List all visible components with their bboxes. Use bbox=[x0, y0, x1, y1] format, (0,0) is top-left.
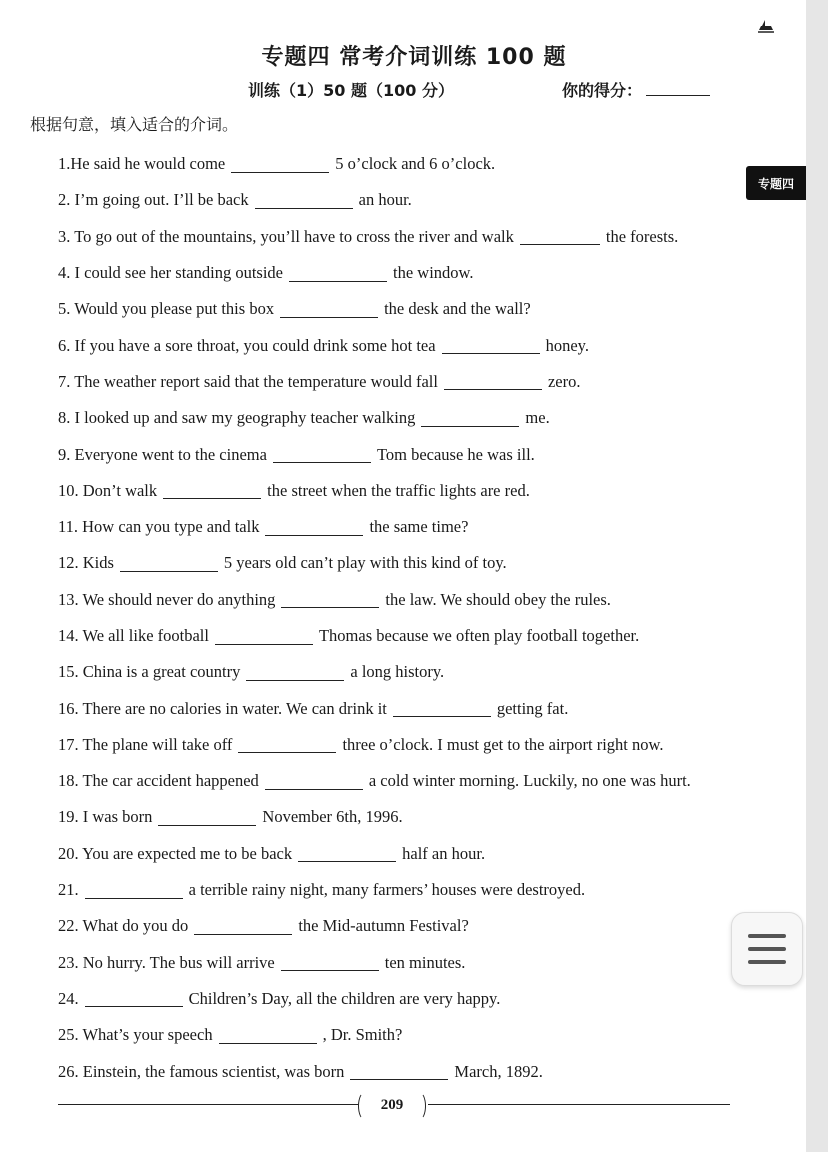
page-bracket-right bbox=[413, 1092, 426, 1120]
instruction-text: 根据句意，填入适合的介词。 bbox=[30, 115, 239, 134]
answer-blank[interactable] bbox=[158, 809, 256, 826]
answer-blank[interactable] bbox=[442, 337, 540, 354]
answer-blank[interactable] bbox=[265, 519, 363, 536]
question-text-after: , Dr. Smith? bbox=[322, 1025, 403, 1045]
question-text-after: the street when the traffic lights are red. bbox=[267, 480, 530, 500]
question-text-before: 15. China is a great country bbox=[58, 662, 241, 682]
exercise-subtitle: 训练（1）50 题（100 分） bbox=[248, 81, 454, 100]
menu-icon-bar bbox=[748, 947, 786, 951]
question-text-before: 22. What do you do bbox=[58, 916, 189, 936]
question-list bbox=[58, 146, 748, 1090]
question-item bbox=[58, 509, 748, 545]
question-text-after: half an hour. bbox=[402, 843, 486, 863]
score-label: 你的得分： bbox=[562, 81, 643, 100]
question-text-before: 4. I could see her standing outside bbox=[58, 263, 283, 283]
question-item bbox=[58, 182, 748, 218]
answer-blank[interactable] bbox=[273, 446, 371, 463]
question-text-before: 10. Don’t walk bbox=[58, 480, 158, 500]
question-text-after: a long history. bbox=[350, 662, 445, 682]
question-item bbox=[58, 582, 748, 618]
question-text-after: ten minutes. bbox=[384, 952, 466, 972]
question-text-before: 1.He said he would come bbox=[58, 154, 226, 174]
question-text-after: three o’clock. I must get to the airport right now. bbox=[342, 734, 664, 754]
question-text-after: the forests. bbox=[605, 226, 679, 246]
question-text-before: 18. The car accident happened bbox=[58, 771, 259, 791]
answer-blank[interactable] bbox=[238, 736, 336, 753]
question-text-after: Tom because he was ill. bbox=[376, 444, 535, 464]
question-item bbox=[58, 908, 748, 944]
question-item bbox=[58, 146, 748, 182]
question-item bbox=[58, 836, 748, 872]
question-text-before: 26. Einstein, the famous scientist, was born bbox=[58, 1061, 345, 1081]
answer-blank[interactable] bbox=[350, 1063, 448, 1080]
question-text-after: Thomas because we often play football together. bbox=[318, 626, 640, 645]
question-item bbox=[58, 219, 748, 255]
question-text-after: the window. bbox=[393, 263, 474, 283]
question-item bbox=[58, 763, 748, 799]
question-text-after: the desk and the wall? bbox=[384, 299, 531, 319]
corner-mark-icon bbox=[756, 16, 776, 34]
page-bracket-left bbox=[358, 1092, 371, 1120]
answer-blank[interactable] bbox=[393, 700, 491, 717]
question-text-after: 5 o’clock and 6 o’clock. bbox=[335, 154, 496, 174]
question-text-after: March, 1892. bbox=[454, 1061, 543, 1081]
question-text-before: 13. We should never do anything bbox=[58, 589, 276, 609]
question-text-before: 16. There are no calories in water. We can drink it bbox=[58, 698, 387, 718]
menu-icon-bar bbox=[748, 960, 786, 964]
question-text-after: the Mid-autumn Festival? bbox=[298, 916, 469, 936]
answer-blank[interactable] bbox=[280, 301, 378, 318]
question-text-after: getting fat. bbox=[496, 698, 569, 718]
side-tab: 专题四 bbox=[746, 166, 806, 200]
answer-blank[interactable] bbox=[120, 555, 218, 572]
question-text-before: 2. I’m going out. I’ll be back bbox=[58, 190, 249, 210]
footer-rule-left bbox=[58, 1104, 358, 1105]
answer-blank[interactable] bbox=[281, 954, 379, 971]
question-item bbox=[58, 1053, 748, 1089]
page-title: 专题四 常考介词训练 100 题 bbox=[261, 45, 567, 70]
question-item bbox=[58, 436, 748, 472]
question-text-before: 6. If you have a sore throat, you could drink some hot tea bbox=[58, 335, 436, 355]
question-item bbox=[58, 727, 748, 763]
question-text-before: 11. How can you type and talk bbox=[58, 517, 260, 537]
answer-blank[interactable] bbox=[246, 664, 344, 681]
answer-blank[interactable] bbox=[298, 845, 396, 862]
answer-blank[interactable] bbox=[219, 1027, 317, 1044]
question-text-after: the same time? bbox=[369, 517, 469, 537]
question-item bbox=[58, 799, 748, 835]
question-item bbox=[58, 654, 748, 690]
footer-rule-right bbox=[428, 1104, 730, 1105]
question-text-before: 3. To go out of the mountains, you’ll have to cross the river and walk bbox=[58, 226, 514, 246]
question-item bbox=[58, 981, 748, 1017]
question-text-before: 17. The plane will take off bbox=[58, 734, 233, 754]
question-text-before: 8. I looked up and saw my geography teacher walking bbox=[58, 408, 416, 428]
question-text-after: the law. We should obey the rules. bbox=[385, 589, 611, 609]
page-number bbox=[356, 1090, 428, 1120]
question-item bbox=[58, 364, 748, 400]
answer-blank[interactable] bbox=[215, 628, 313, 645]
page-edge bbox=[806, 0, 828, 1152]
question-item bbox=[58, 400, 748, 436]
question-text-before: 9. Everyone went to the cinema bbox=[58, 444, 267, 464]
question-text-before: 14. We all like football bbox=[58, 626, 209, 645]
question-text-after: me. bbox=[525, 408, 550, 428]
question-item bbox=[58, 545, 748, 581]
question-item bbox=[58, 945, 748, 981]
question-text-after: Children’s Day, all the children are very happy. bbox=[188, 988, 501, 1008]
question-text-before: 19. I was born bbox=[58, 807, 153, 827]
answer-blank[interactable] bbox=[265, 773, 363, 790]
question-text-after: 5 years old can’t play with this kind of toy. bbox=[223, 553, 507, 573]
question-text-after: an hour. bbox=[358, 190, 412, 210]
answer-blank[interactable] bbox=[444, 373, 542, 390]
menu-button[interactable] bbox=[731, 912, 803, 986]
answer-blank[interactable] bbox=[289, 265, 387, 282]
question-text-after: a terrible rainy night, many farmers’ houses were destroyed. bbox=[188, 880, 586, 900]
question-text-before: 20. You are expected me to be back bbox=[58, 843, 293, 863]
answer-blank[interactable] bbox=[231, 156, 329, 173]
question-text-before: 5. Would you please put this box bbox=[58, 299, 275, 319]
question-text-after: a cold winter morning. Luckily, no one was hurt. bbox=[368, 771, 691, 791]
question-item bbox=[58, 291, 748, 327]
question-item bbox=[58, 473, 748, 509]
page-number-text: 209 bbox=[380, 1096, 404, 1113]
score-field bbox=[562, 78, 710, 101]
question-text-after: November 6th, 1996. bbox=[262, 807, 403, 827]
answer-blank[interactable] bbox=[85, 990, 183, 1007]
question-text-before: 21. bbox=[58, 880, 79, 900]
menu-icon bbox=[748, 934, 786, 938]
answer-blank[interactable] bbox=[85, 882, 183, 899]
question-item bbox=[58, 618, 748, 654]
answer-blank[interactable] bbox=[281, 591, 379, 608]
question-item bbox=[58, 1017, 748, 1053]
answer-blank[interactable] bbox=[421, 410, 519, 427]
answer-blank[interactable] bbox=[163, 482, 261, 499]
question-text-before: 12. Kids bbox=[58, 553, 114, 573]
question-text-after: zero. bbox=[547, 371, 581, 391]
question-item bbox=[58, 690, 748, 726]
answer-blank[interactable] bbox=[255, 192, 353, 209]
score-blank[interactable] bbox=[646, 81, 710, 96]
question-item bbox=[58, 872, 748, 908]
question-item bbox=[58, 327, 748, 363]
answer-blank[interactable] bbox=[194, 918, 292, 935]
question-text-before: 23. No hurry. The bus will arrive bbox=[58, 952, 275, 972]
question-text-before: 24. bbox=[58, 988, 79, 1008]
answer-blank[interactable] bbox=[520, 228, 600, 245]
question-text-before: 7. The weather report said that the temperature would fall bbox=[58, 371, 438, 391]
question-item bbox=[58, 255, 748, 291]
question-text-before: 25. What’s your speech bbox=[58, 1025, 213, 1045]
question-text-after: honey. bbox=[545, 335, 589, 355]
